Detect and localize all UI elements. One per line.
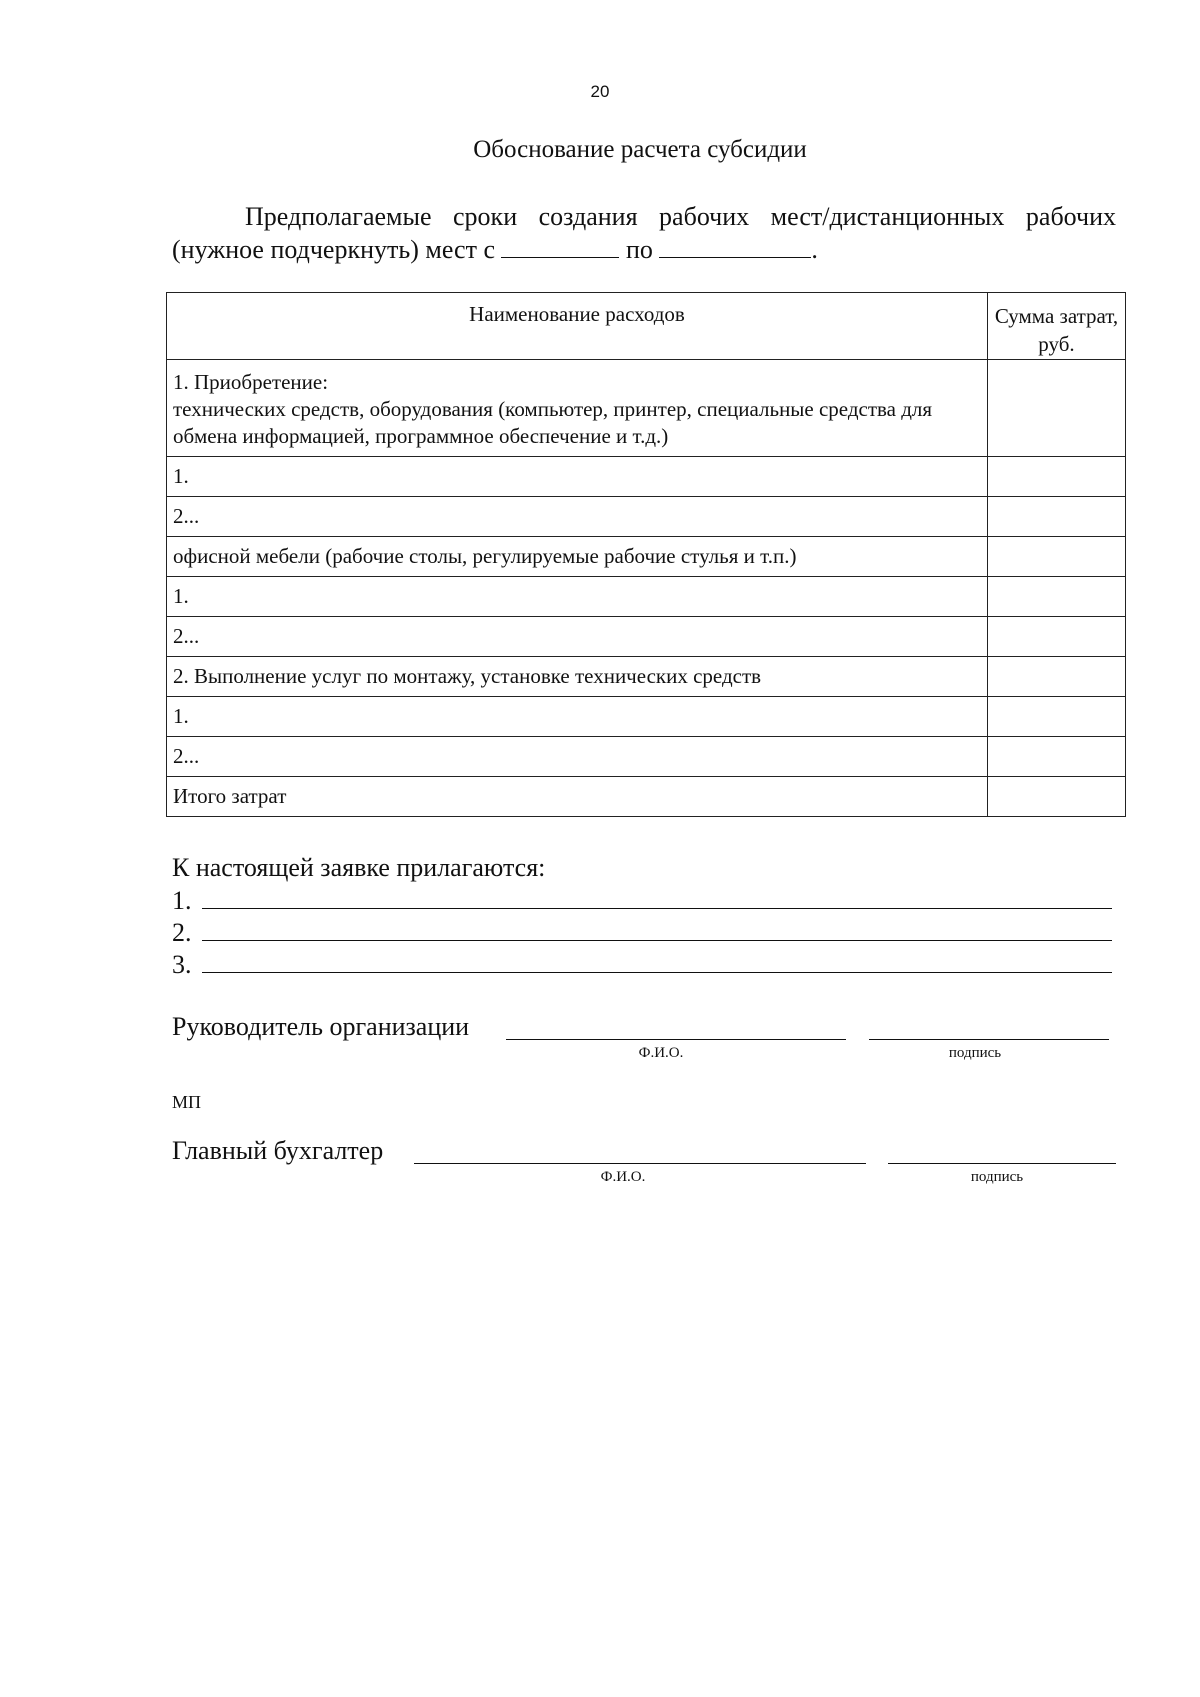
row-name: офисной мебели (рабочие столы, регулируемые рабочие стулья и т.п.) — [167, 537, 988, 577]
attachment-blank[interactable] — [202, 884, 1112, 909]
row-sum-cell[interactable] — [988, 737, 1126, 777]
row-name: 1. — [167, 697, 988, 737]
row-name: 1. — [167, 457, 988, 497]
row-name: Итого затрат — [167, 777, 988, 817]
attachment-number: 3. — [172, 950, 192, 979]
row-detail: технических средств, оборудования (компьютер, принтер, специальные средства для обмена информацией, программное обеспечение и т.д.) — [173, 397, 933, 448]
attachment-item — [172, 948, 1112, 980]
stamp-place-label: МП — [172, 1092, 202, 1112]
row-sum-cell[interactable] — [988, 577, 1126, 617]
attachment-number: 1. — [172, 886, 192, 915]
table-row-total — [167, 777, 1126, 817]
table-row — [167, 577, 1126, 617]
accountant-signature-caption: подпись — [970, 1169, 1024, 1185]
intro-line-2-start: (нужное подчеркнуть) мест с — [172, 235, 495, 264]
head-fio-line[interactable] — [506, 1038, 846, 1040]
header-expense-name: Наименование расходов — [167, 293, 988, 360]
row-name: 2. Выполнение услуг по монтажу, установке технических средств — [167, 657, 988, 697]
attachments-title: К настоящей заявке прилагаются: — [172, 853, 546, 882]
row-sum-cell[interactable] — [988, 537, 1126, 577]
row-sum-cell[interactable] — [988, 657, 1126, 697]
row-name: 1. — [167, 577, 988, 617]
attachment-item — [172, 884, 1112, 916]
table-row — [167, 537, 1126, 577]
intro-line-2 — [172, 235, 818, 264]
row-sum-cell[interactable] — [988, 497, 1126, 537]
row-sum-cell[interactable] — [988, 457, 1126, 497]
head-of-organization-label: Руководитель организации — [172, 1012, 470, 1041]
page-number: 20 — [590, 82, 610, 101]
header-expense-sum: Сумма затрат, руб. — [988, 293, 1126, 360]
table-row — [167, 360, 1126, 457]
start-date-blank[interactable] — [501, 233, 619, 258]
head-signature-line[interactable] — [869, 1038, 1109, 1040]
intro-line-1: Предполагаемые сроки создания рабочих мест/дистанционных рабочих — [245, 202, 1116, 231]
row-label: 1. Приобретение: — [173, 370, 329, 394]
intro-line-2-mid: по — [625, 235, 653, 264]
attachment-item — [172, 916, 1112, 948]
accountant-signature-line[interactable] — [888, 1162, 1116, 1164]
row-sum-cell[interactable] — [988, 617, 1126, 657]
head-fio-caption: Ф.И.О. — [638, 1045, 684, 1061]
row-name: 2... — [167, 617, 988, 657]
intro-paragraph — [172, 201, 1116, 266]
expense-table — [166, 292, 1126, 817]
table-row — [167, 617, 1126, 657]
document-title: Обоснование расчета субсидии — [473, 136, 807, 163]
attachment-blank[interactable] — [202, 916, 1112, 941]
table-row — [167, 497, 1126, 537]
row-sum-cell[interactable] — [988, 360, 1126, 457]
total-sum-cell[interactable] — [988, 777, 1126, 817]
table-row — [167, 737, 1126, 777]
table-row — [167, 697, 1126, 737]
attachment-number: 2. — [172, 918, 192, 947]
table-row — [167, 657, 1126, 697]
accountant-fio-caption: Ф.И.О. — [600, 1169, 646, 1185]
chief-accountant-label: Главный бухгалтер — [172, 1136, 384, 1165]
row-name: 2... — [167, 497, 988, 537]
attachments-section — [172, 852, 1112, 980]
intro-line-2-end: . — [811, 235, 818, 264]
end-date-blank[interactable] — [659, 233, 811, 258]
attachment-blank[interactable] — [202, 948, 1112, 973]
accountant-fio-line[interactable] — [414, 1162, 866, 1164]
row-sum-cell[interactable] — [988, 697, 1126, 737]
head-signature-caption: подпись — [948, 1045, 1002, 1061]
row-name: 2... — [167, 737, 988, 777]
table-row — [167, 457, 1126, 497]
table-header-row — [167, 293, 1126, 360]
row-name — [167, 360, 988, 457]
